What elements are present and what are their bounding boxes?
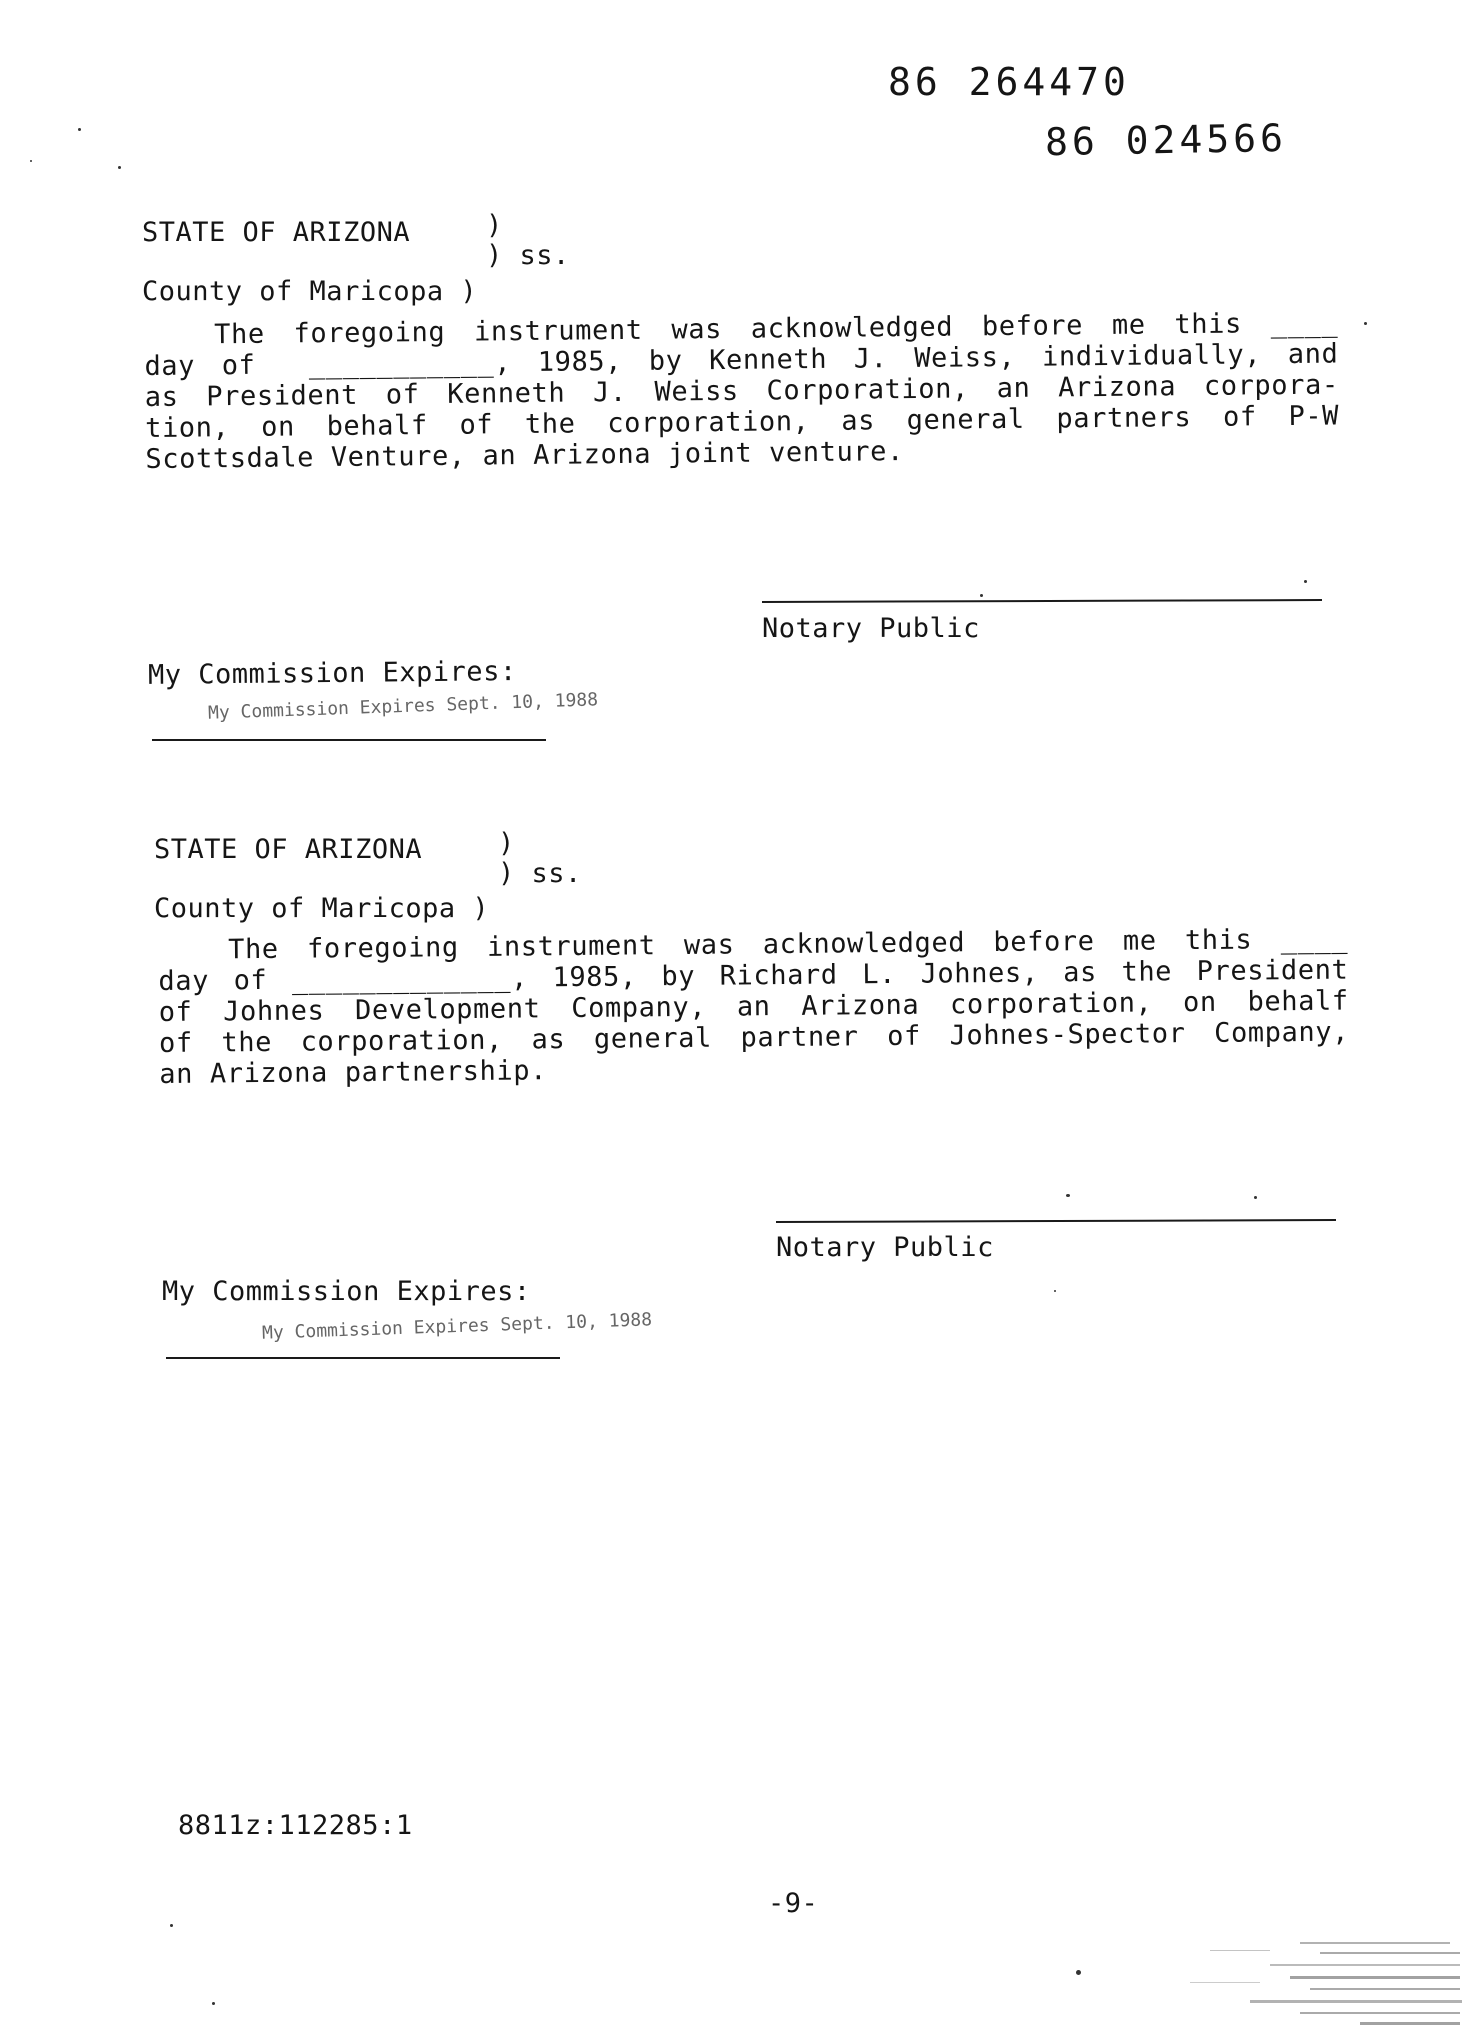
scan-speck [1054, 1290, 1056, 1292]
scan-speck [1066, 1194, 1070, 1197]
page-number: -9- [768, 1888, 819, 1919]
state-of-arizona-1: STATE OF ARIZONA [142, 217, 411, 248]
scan-speck [1364, 322, 1367, 325]
paragraph-line: The foregoing instrument was acknowledged before me this ____ [213, 307, 1339, 351]
recording-number-top: 86 264470 [888, 60, 1130, 104]
venue-paren-2: ) [498, 828, 515, 859]
commission-stamp-2: My Commission Expires Sept. 10, 1988 [261, 1309, 653, 1344]
acknowledgment-paragraph-1 [144, 307, 1340, 474]
county-of-maricopa-2: County of Maricopa ) [154, 893, 490, 924]
acknowledgment-paragraph-2 [158, 924, 1349, 1090]
scan-speck [1254, 1196, 1257, 1199]
commission-expires-label-2: My Commission Expires: [162, 1276, 531, 1307]
ss-label-1: ) ss. [486, 240, 570, 271]
paragraph-line: day of _____________, 1985, by Richard L. Johnes, as the President [158, 954, 1349, 997]
scan-speck [1076, 1970, 1081, 1975]
notary-public-label-1: Notary Public [762, 613, 980, 644]
county-of-maricopa-1: County of Maricopa ) [142, 276, 478, 307]
paragraph-line: as President of Kenneth J. Weiss Corporation, an Arizona corpora- [144, 369, 1339, 413]
paragraph-line: tion, on behalf of the corporation, as general partners of P-W [144, 400, 1340, 444]
notary-public-label-2: Notary Public [776, 1232, 994, 1263]
commission-stamp-1: My Commission Expires Sept. 10, 1988 [207, 689, 599, 724]
scan-speck [980, 594, 983, 597]
state-of-arizona-2: STATE OF ARIZONA [154, 834, 423, 865]
paragraph-line: of Johnes Development Company, an Arizona corporation, on behalf [158, 985, 1349, 1028]
scan-speck [1304, 580, 1307, 583]
paragraph-line: Scottsdale Venture, an Arizona joint venture. [145, 436, 905, 475]
paragraph-line: of the corporation, as general partner of Johnes-Spector Company, [158, 1016, 1350, 1059]
scan-speck [170, 1924, 173, 1927]
scan-speck [30, 160, 32, 162]
venue-paren-1: ) [486, 210, 503, 241]
scan-speck [212, 2002, 215, 2005]
scan-speck [118, 166, 121, 169]
paragraph-line: The foregoing instrument was acknowledged before me this ____ [227, 923, 1349, 966]
scan-smudge [1150, 1930, 1472, 2032]
ss-label-2: ) ss. [498, 858, 582, 889]
recording-number-second: 86 024566 [1044, 115, 1288, 165]
paragraph-line: day of ___________, 1985, by Kenneth J. Weiss, individually, and [144, 338, 1339, 382]
scan-speck [78, 128, 81, 131]
commission-date-line-1 [152, 739, 546, 741]
document-code: 8811z:112285:1 [178, 1810, 413, 1841]
commission-date-line-2 [166, 1357, 560, 1359]
notary-signature-line-1 [762, 599, 1322, 603]
notary-signature-line-2 [776, 1219, 1336, 1223]
paragraph-line: an Arizona partnership. [159, 1055, 548, 1090]
commission-expires-label-1: My Commission Expires: [147, 656, 517, 691]
